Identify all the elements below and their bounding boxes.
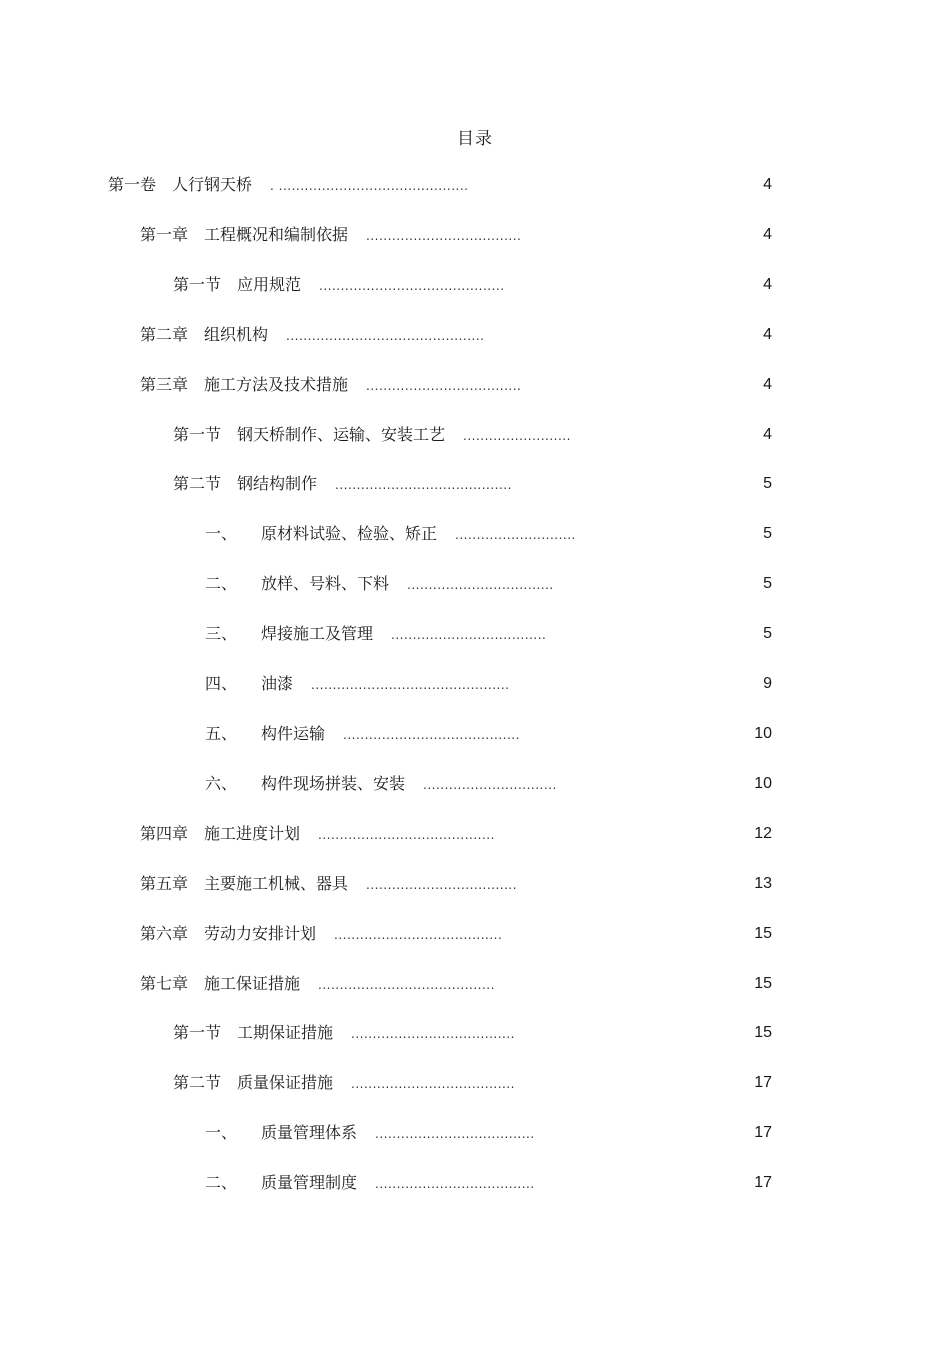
toc-entry-number: 五、 bbox=[205, 723, 238, 743]
toc-page-number: 4 bbox=[763, 425, 772, 443]
toc-dot-leader: ....................................... bbox=[334, 927, 503, 942]
toc-entry[interactable] bbox=[0, 519, 950, 569]
toc-entry-title: 劳动力安排计划 bbox=[204, 923, 317, 943]
toc-page-number: 17 bbox=[754, 1124, 772, 1142]
toc-page-number: 17 bbox=[754, 1074, 772, 1092]
toc-entry[interactable] bbox=[0, 819, 950, 869]
toc-page-number: 4 bbox=[763, 225, 772, 243]
toc-dot-leader: .................................. bbox=[407, 578, 554, 593]
toc-entry[interactable] bbox=[0, 320, 950, 370]
toc-dot-leader: ......................................... bbox=[318, 827, 495, 842]
toc-entry-number: 一、 bbox=[205, 524, 238, 544]
toc-entry[interactable] bbox=[0, 1018, 950, 1068]
toc-dot-leader: ......................................... bbox=[335, 478, 512, 493]
toc-page-number: 13 bbox=[754, 874, 772, 892]
toc-entry-title: 施工进度计划 bbox=[204, 823, 301, 843]
toc-entry-number: 第一节 bbox=[173, 1023, 222, 1043]
toc-entry-title: 放样、号料、下料 bbox=[261, 574, 390, 594]
toc-entry-title: 原材料试验、检验、矫正 bbox=[261, 524, 438, 544]
toc-entry[interactable] bbox=[0, 619, 950, 669]
toc-entry[interactable] bbox=[0, 969, 950, 1019]
toc-entry[interactable] bbox=[0, 1118, 950, 1168]
toc-dot-leader: .............................................. bbox=[286, 328, 485, 343]
toc-entry[interactable] bbox=[0, 1168, 950, 1218]
toc-entry-number: 二、 bbox=[205, 574, 238, 594]
toc-page-number: 4 bbox=[763, 325, 772, 343]
toc-entry-title: 质量管理体系 bbox=[261, 1123, 358, 1143]
toc-entry-number: 第二节 bbox=[173, 474, 222, 494]
toc-entry[interactable] bbox=[0, 569, 950, 619]
toc-dot-leader: ...................................... bbox=[351, 1027, 515, 1042]
toc-entry-title: 施工保证措施 bbox=[204, 973, 301, 993]
toc-entry-title: 工程概况和编制依据 bbox=[204, 224, 349, 244]
toc-entry-title: 组织机构 bbox=[204, 324, 269, 344]
toc-entry-number: 三、 bbox=[205, 624, 238, 644]
toc-entry-title: 钢天桥制作、运输、安装工艺 bbox=[237, 424, 446, 444]
toc-dot-leader: .................................... bbox=[391, 628, 547, 643]
toc-entry-number: 第五章 bbox=[140, 873, 189, 893]
toc-page-number: 5 bbox=[763, 575, 772, 593]
toc-entry[interactable] bbox=[0, 170, 950, 220]
toc-page-number: 15 bbox=[754, 974, 772, 992]
toc-dot-leader: .................................... bbox=[366, 228, 522, 243]
toc-entry-title: 油漆 bbox=[261, 674, 294, 694]
toc-entry-number: 第六章 bbox=[140, 923, 189, 943]
toc-entry-title: 工期保证措施 bbox=[237, 1023, 334, 1043]
toc-dot-leader: ........................................... bbox=[319, 278, 505, 293]
toc-entry-title: 主要施工机械、器具 bbox=[204, 873, 349, 893]
toc-entry[interactable] bbox=[0, 370, 950, 420]
toc-page-number: 5 bbox=[763, 525, 772, 543]
toc-entry[interactable] bbox=[0, 420, 950, 470]
toc-entry-title: 质量管理制度 bbox=[261, 1173, 358, 1193]
toc-entry-number: 第二章 bbox=[140, 324, 189, 344]
toc-dot-leader: ................................... bbox=[366, 877, 518, 892]
toc-entry-title: 应用规范 bbox=[237, 274, 302, 294]
toc-entry[interactable] bbox=[0, 719, 950, 769]
toc-page-number: 9 bbox=[763, 675, 772, 693]
toc-title: 目录 bbox=[457, 129, 493, 149]
toc-dot-leader: .............................................. bbox=[311, 678, 510, 693]
toc-entry-title: 质量保证措施 bbox=[237, 1073, 334, 1093]
toc-page-number: 12 bbox=[754, 824, 772, 842]
toc-entry-title: 人行钢天桥 bbox=[172, 175, 253, 194]
toc-entry-title: 施工方法及技术措施 bbox=[204, 374, 349, 394]
toc-entry-number: 第四章 bbox=[140, 823, 189, 843]
toc-entry-number: 六、 bbox=[205, 773, 238, 793]
toc-entry[interactable] bbox=[0, 919, 950, 969]
toc-page-number: 10 bbox=[754, 774, 772, 792]
toc-page-number: 15 bbox=[754, 924, 772, 942]
toc-entry-number: 第一节 bbox=[173, 424, 222, 444]
toc-entry-number: 第二节 bbox=[173, 1073, 222, 1093]
toc-entry[interactable] bbox=[0, 869, 950, 919]
toc-entry[interactable] bbox=[0, 669, 950, 719]
toc-dot-leader: ..................................... bbox=[375, 1177, 535, 1192]
toc-entry[interactable] bbox=[0, 469, 950, 519]
toc-page-number: 10 bbox=[754, 724, 772, 742]
toc-page-number: 4 bbox=[763, 275, 772, 293]
toc-entry-number: 第一卷 bbox=[108, 175, 157, 194]
toc-dot-leader: .................................... bbox=[366, 378, 522, 393]
toc-dot-leader: ......................................... bbox=[318, 977, 495, 992]
toc-entry-title: 钢结构制作 bbox=[237, 474, 318, 494]
toc-dot-leader: ............................ bbox=[455, 528, 576, 543]
toc-page-number: 5 bbox=[763, 625, 772, 643]
toc-dot-leader: ......................................... bbox=[343, 727, 520, 742]
toc-entry-title: 构件现场拼装、安装 bbox=[261, 773, 406, 793]
toc-page-number: 5 bbox=[763, 475, 772, 493]
toc-dot-leader: ............................... bbox=[423, 777, 557, 792]
toc-dot-leader: ..................................... bbox=[375, 1127, 535, 1142]
toc-entry[interactable] bbox=[0, 1068, 950, 1118]
toc-dot-leader: . ............................................ bbox=[270, 179, 469, 193]
toc-entry-number: 第三章 bbox=[140, 374, 189, 394]
toc-page-number: 17 bbox=[754, 1174, 772, 1192]
toc-entry-number: 第一章 bbox=[140, 224, 189, 244]
toc-entry-number: 一、 bbox=[205, 1123, 238, 1143]
toc-entry-title: 构件运输 bbox=[261, 723, 326, 743]
toc-page-number: 15 bbox=[754, 1024, 772, 1042]
toc-page-number: 4 bbox=[763, 176, 772, 193]
toc-dot-leader: ...................................... bbox=[351, 1077, 515, 1092]
toc-entry-number: 四、 bbox=[205, 674, 238, 694]
toc-entry[interactable] bbox=[0, 220, 950, 270]
toc-entry-number: 二、 bbox=[205, 1173, 238, 1193]
toc-page-number: 4 bbox=[763, 375, 772, 393]
toc-dot-leader: ......................... bbox=[463, 428, 571, 443]
toc-entry-number: 第一节 bbox=[173, 274, 222, 294]
table-of-contents bbox=[0, 170, 950, 1218]
toc-entry[interactable] bbox=[0, 769, 950, 819]
toc-entry-title: 焊接施工及管理 bbox=[261, 624, 374, 644]
toc-entry[interactable] bbox=[0, 270, 950, 320]
toc-entry-number: 第七章 bbox=[140, 973, 189, 993]
